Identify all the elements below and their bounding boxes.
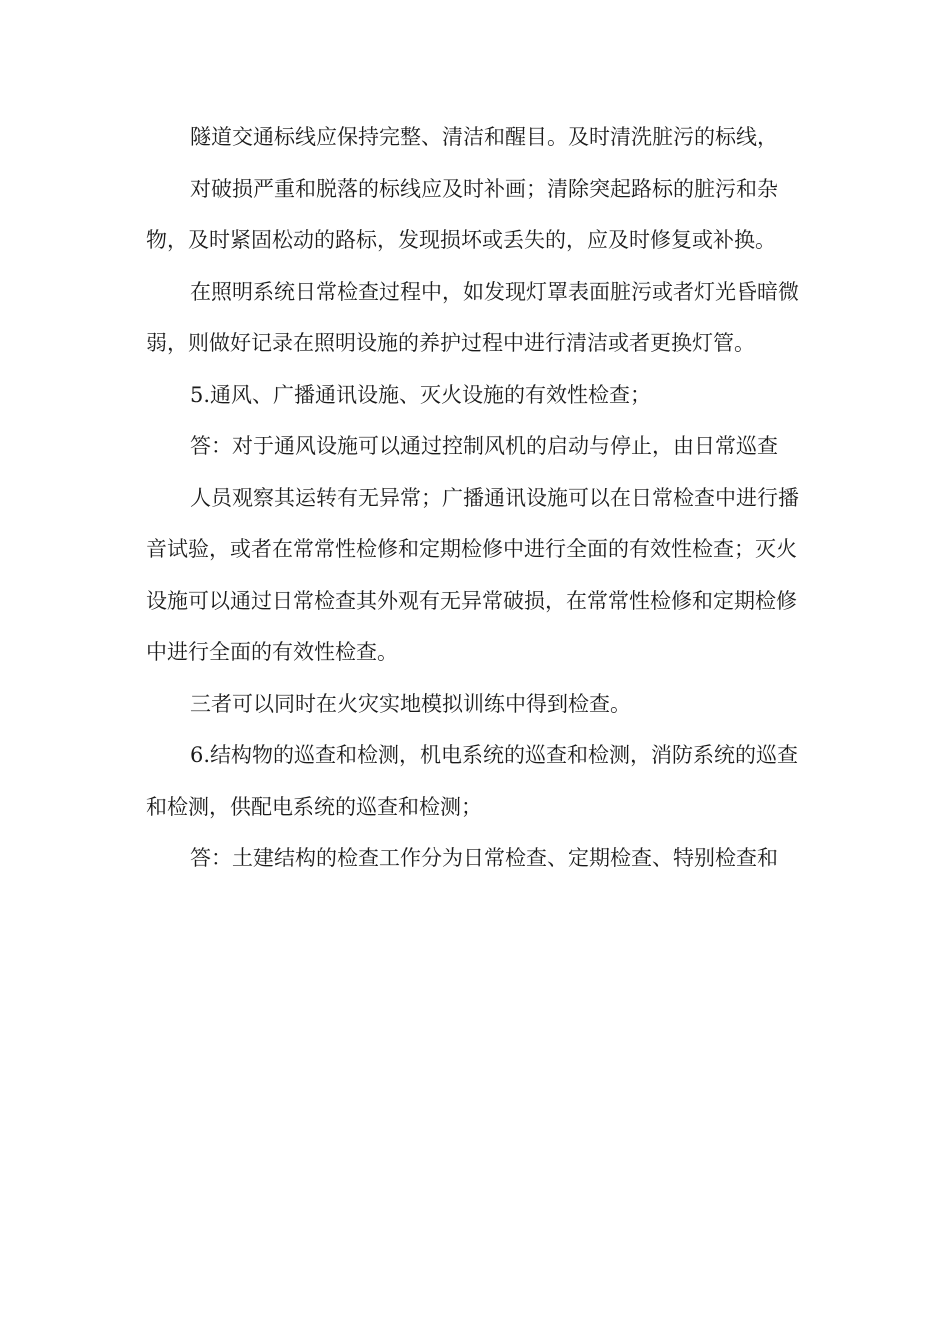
paragraph-marking-repair: 对破损严重和脱落的标线应及时补画；清除突起路标的脏污和杂物，及时紧固松动的路标，发现损坏或丢失的，应及时修复或补换。 xyxy=(146,176,778,252)
paragraph-answer-6: 答：土建结构的检查工作分为日常检查、定期检查、特别检查和 xyxy=(190,846,778,870)
paragraph-tunnel-markings: 隧道交通标线应保持完整、清洁和醒目。及时清洗脏污的标线， xyxy=(190,125,778,149)
paragraph-answer-5-continued: 人员观察其运转有无异常；广播通讯设施可以在日常检查中进行播音试验，或者在常常性检修和定期检修中进行全面的有效性检查；灭火设施可以通过日常检查其外观有无异常破损，在常常性检修和定期检修中进行全面的有效性检查。 xyxy=(146,485,799,664)
heading-item-5: 5.通风、广播通讯设施、灭火设施的有效性检查； xyxy=(190,382,652,407)
paragraph-lighting-inspection: 在照明系统日常检查过程中，如发现灯罩表面脏污或者灯光昏暗微弱，则做好记录在照明设施的养护过程中进行清洁或者更换灯管。 xyxy=(146,279,799,355)
document-body xyxy=(146,112,806,885)
paragraph-fire-drill: 三者可以同时在火灾实地模拟训练中得到检查。 xyxy=(190,691,631,716)
paragraph-answer-5: 答：对于通风设施可以通过控制风机的启动与停止，由日常巡查 xyxy=(190,434,778,458)
heading-item-6: 6.结构物的巡查和检测，机电系统的巡查和检测，消防系统的巡查和检测，供配电系统的巡查和检测； xyxy=(146,743,799,819)
